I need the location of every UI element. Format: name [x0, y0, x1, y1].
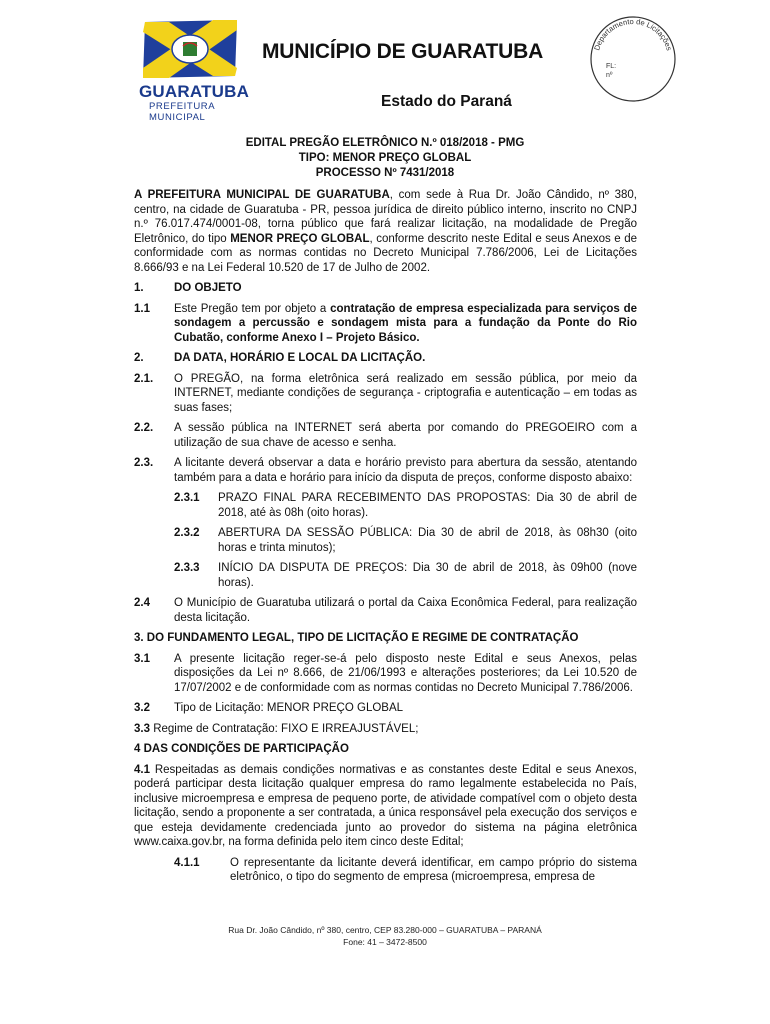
state-subtitle: Estado do Paraná — [381, 93, 512, 110]
item-text: O Município de Guaratuba utilizará o portal da Caixa Econômica Federal, para realização desta licitação. — [174, 597, 637, 624]
item-number: 4.1 — [134, 763, 150, 776]
svg-text:Departamento de Licitações — [592, 17, 674, 52]
stamp-no: nº — [606, 72, 613, 79]
item-text: ABERTURA DA SESSÃO PÚBLICA: Dia 30 de abril de 2018, às 08h30 (oito horas e trinta minutos); — [218, 527, 637, 554]
item-2-3-1 — [174, 491, 637, 520]
item-text: A licitante deverá observar a data e horário previsto para abertura da sessão, atentando também para a data e horário para início da disputa de preços, conforme disposto abaixo: — [174, 457, 637, 484]
item-text — [174, 302, 637, 346]
item-text: Tipo de Licitação: MENOR PREÇO GLOBAL — [174, 702, 404, 714]
stamp-fl: FL: — [606, 63, 617, 70]
item-number: 3.3 — [134, 722, 150, 735]
flag-icon — [139, 18, 241, 80]
document-body — [134, 188, 637, 887]
section-1-heading — [134, 281, 637, 296]
section-3-heading: 3. DO FUNDAMENTO LEGAL, TIPO DE LICITAÇÃO E REGIME DE CONTRATAÇÃO — [134, 632, 579, 644]
item-text-bold: contratação de empresa especializada para serviços de sondagem a percussão e sondagem mista para a fundação da Ponte do Rio Cubatão, conforme Anexo I – Projeto Básico. — [174, 302, 637, 344]
item-text: Regime de Contratação: FIXO E IRREAJUSTÁVEL; — [153, 722, 419, 735]
logo-subtitle: PREFEITURA MUNICIPAL — [149, 101, 215, 123]
item-text: A presente licitação reger-se-á pelo disposto neste Edital e seus Anexos, pelas disposições da Lei nº 8.666, de 21/06/1993 e alterações posteriores; da Lei 10.520 de 17/07/2002 e de conformidade com as normas contidas no Decreto Municipal 7.786/2006. — [174, 652, 637, 694]
section-title: DA DATA, HORÁRIO E LOCAL DA LICITAÇÃO. — [174, 352, 426, 364]
guaratuba-logo — [135, 18, 255, 123]
edital-line-2: TIPO: MENOR PREÇO GLOBAL — [298, 152, 472, 164]
stamp-text: Departamento de Licitações — [592, 16, 674, 52]
item-2-3-2 — [174, 526, 637, 555]
item-number: 1.1 — [134, 302, 150, 315]
intro-bold-2: MENOR PREÇO GLOBAL — [230, 232, 370, 245]
section-title: DO OBJETO — [174, 282, 242, 294]
intro-text-2: , conforme descrito neste Edital e seus Anexos e de conformidade com as normas contidas no Decreto Municipal 7.786/2006, Lei de Licitações 8.666/93 e na Lei Federal 10.520 de 17 de Julho de 2002. — [134, 232, 637, 274]
item-text: PRAZO FINAL PARA RECEBIMENTO DAS PROPOSTAS: Dia 30 de abril de 2018, até às 08h (oito horas). — [218, 492, 637, 519]
logo-name: GUARATUBA — [139, 82, 250, 101]
section-number: 1. — [134, 282, 144, 294]
item-2-2 — [134, 421, 637, 450]
intro-paragraph — [134, 188, 637, 275]
item-4-1 — [134, 763, 637, 850]
item-number: 2.3.3 — [174, 562, 200, 574]
item-text: O representante da licitante deverá identificar, em campo próprio do sistema eletrônico, o tipo do segmento de empresa (microempresa, empresa de — [230, 856, 637, 883]
item-2-3 — [134, 456, 637, 485]
edital-line-3: PROCESSO Nº 7431/2018 — [315, 167, 455, 179]
section-4-heading: 4 DAS CONDIÇÕES DE PARTICIPAÇÃO — [134, 743, 349, 755]
item-number: 2.2. — [134, 422, 154, 434]
intro-text-1: , com sede à Rua Dr. João Cândido, nº 380, centro, na cidade de Guaratuba - PR, pessoa jurídica de direito público interno, inscrito no CNPJ n.º 76.017.474/0001-08, torna público que fará realizar licitação, na modalidade de Pregão Eletrônico, do tipo — [134, 189, 638, 245]
item-3-2 — [134, 701, 637, 716]
edital-heading — [0, 136, 770, 181]
item-number: 2.3. — [134, 457, 154, 469]
item-text: O PREGÃO, na forma eletrônica será realizado em sessão pública, por meio da INTERNET, mediante condições de segurança - criptografia e autenticação – em todas as suas fases; — [174, 372, 637, 414]
item-text: A sessão pública na INTERNET será aberta por comando do PREGOEIRO com a utilização de sua chave de acesso e senha. — [174, 422, 637, 449]
item-number: 3.2 — [134, 702, 150, 714]
item-number: 2.3.2 — [174, 527, 200, 539]
item-text-pre: Este Pregão tem por objeto a — [174, 302, 331, 315]
item-number: 4.1.1 — [174, 856, 200, 869]
section-number: 2. — [134, 352, 144, 364]
item-number: 3.1 — [134, 652, 150, 665]
intro-bold: A PREFEITURA MUNICIPAL DE GUARATUBA — [134, 189, 390, 201]
item-2-4 — [134, 596, 637, 625]
section-2-heading — [134, 351, 637, 366]
department-stamp — [588, 14, 678, 104]
item-1-1 — [134, 302, 637, 346]
item-2-1 — [134, 372, 637, 416]
item-3-3 — [134, 722, 637, 737]
footer-address: Rua Dr. João Cândido, nº 380, centro, CEP 83.280-000 – GUARATUBA – PARANÁ — [228, 925, 542, 935]
item-number: 2.1. — [134, 372, 154, 385]
page-title: MUNICÍPIO DE GUARATUBA — [262, 40, 544, 63]
item-2-3-3 — [174, 561, 637, 590]
item-text: Respeitadas as demais condições normativas e as constantes deste Edital e seus Anexos, poderá participar desta licitação qualquer empresa do ramo legalmente estabelecida no País, inclusive microempresa e empresa de pequeno porte, de atividade compatível com o objeto desta licitação, sendo a proponente a ser contratada, a única responsável pela execução dos serviços e que esteja devidamente credenciada junto ao provedor do sistema na página eletrônica www.caixa.gov.br, na forma definida pelo item cinco deste Edital; — [134, 763, 637, 848]
edital-line-1: EDITAL PREGÃO ELETRÔNICO N.º 018/2018 - PMG — [245, 137, 525, 149]
item-3-1 — [134, 652, 637, 696]
item-number: 2.3.1 — [174, 492, 200, 504]
item-number: 2.4 — [134, 597, 150, 609]
footer-phone: Fone: 41 – 3472-8500 — [343, 937, 427, 947]
page-footer — [0, 924, 770, 948]
item-text: INÍCIO DA DISPUTA DE PREÇOS: Dia 30 de abril de 2018, às 09h00 (nove horas). — [218, 562, 637, 589]
document-header — [0, 0, 770, 130]
item-4-1-1 — [174, 856, 637, 885]
